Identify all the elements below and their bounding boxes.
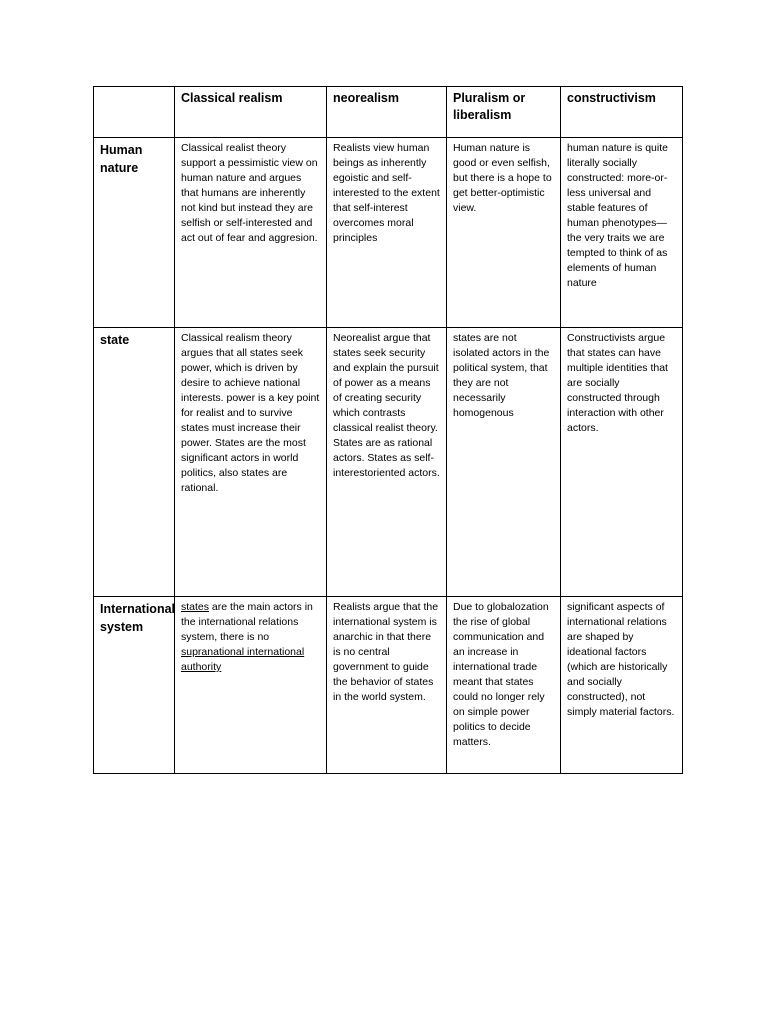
header-neorealism: neorealism <box>327 87 447 138</box>
cell-human-nature-constructivism: human nature is quite literally socially constructed: more-or-less universal and stable features of human phenotypes—the very traits we are tempted to think of as elements of human nature <box>561 138 683 328</box>
cell-human-nature-classical-realism: Classical realist theory support a pessimistic view on human nature and argues that humans are inherently not kind but instead they are selfish or self-interested and act out of fear and aggresion. <box>175 138 327 328</box>
row-label-international-system: International system <box>94 597 175 774</box>
cell-state-neorealism: Neorealist argue that states seek security and explain the pursuit of power as a means of creating security which contrasts classical realist theory. States are as rational actors. States as self-interestoriented actors. <box>327 328 447 597</box>
cell-state-classical-realism: Classical realism theory argues that all states seek power, which is driven by desire to achieve national interests. power is a key point for realist and to survive states must increase their power. States are the most significant actors in world politics, also states are rational. <box>175 328 327 597</box>
cell-state-pluralism: states are not isolated actors in the political system, that they are not necessarily homogenous <box>447 328 561 597</box>
cell-international-system-constructivism: significant aspects of international relations are shaped by ideational factors (which are historically and socially constructed), not simply material factors. <box>561 597 683 774</box>
row-label-human-nature: Human nature <box>94 138 175 328</box>
header-classical-realism: Classical realism <box>175 87 327 138</box>
row-label-state: state <box>94 328 175 597</box>
table-row-international-system <box>94 597 683 774</box>
cell-international-system-classical-realism <box>175 597 327 774</box>
table-header-row <box>94 87 683 138</box>
header-pluralism-liberalism: Pluralism or liberalism <box>447 87 561 138</box>
cell-international-system-neorealism: Realists argue that the international system is anarchic in that there is no central government to guide the behavior of states in the world system. <box>327 597 447 774</box>
cell-state-constructivism: Constructivists argue that states can have multiple identities that are socially constructed through interaction with other actors. <box>561 328 683 597</box>
header-constructivism: constructivism <box>561 87 683 138</box>
hyperlink-states[interactable]: states <box>181 601 210 613</box>
cell-human-nature-neorealism: Realists view human beings as inherently egoistic and self-interested to the extent that self-interest overcomes moral principles <box>327 138 447 328</box>
corner-cell <box>94 87 175 138</box>
cell-human-nature-pluralism: Human nature is good or even selfish, but there is a hope to get better-optimistic view. <box>447 138 561 328</box>
comparison-table <box>93 86 683 774</box>
cell-text: are the main actors in the international relations system, there is no <box>181 601 313 643</box>
table-row-human-nature <box>94 138 683 328</box>
table-row-state <box>94 328 683 597</box>
cell-international-system-pluralism: Due to globalozation the rise of global communication and an increase in international trade meant that states could no longer rely on simple power politics to decide matters. <box>447 597 561 774</box>
hyperlink-supranational-authority[interactable]: supranational international authority <box>181 646 305 673</box>
